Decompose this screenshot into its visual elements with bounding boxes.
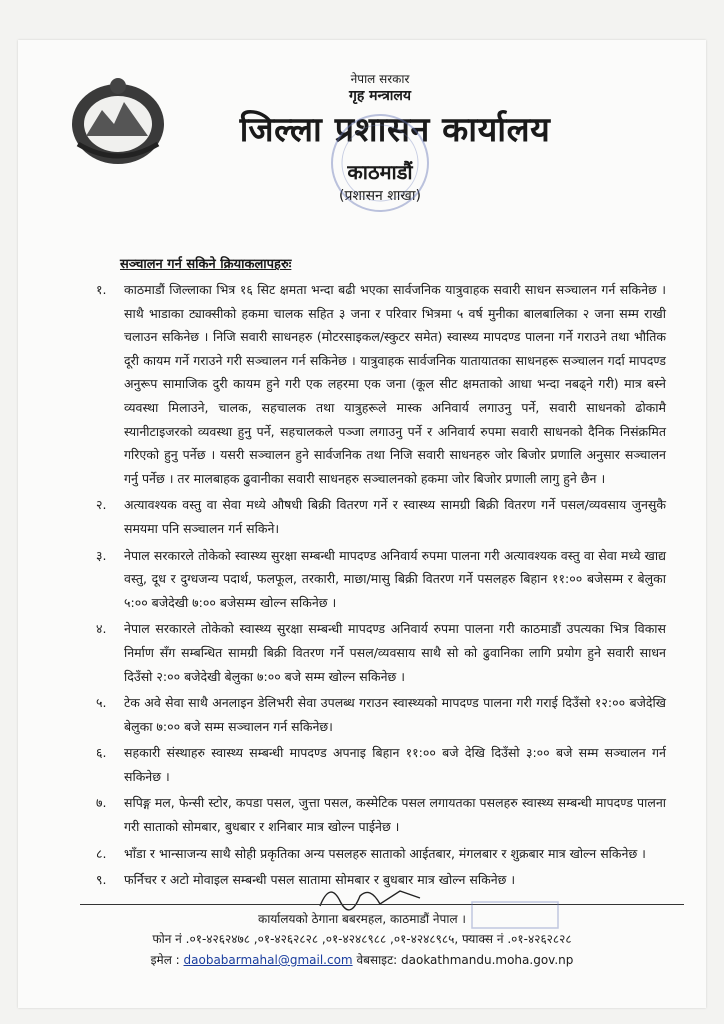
list-item <box>96 544 666 615</box>
footer-contact <box>0 951 724 968</box>
item-number: ७. <box>96 795 107 811</box>
list-item <box>96 493 666 540</box>
footer-divider <box>80 904 684 905</box>
item-text: टेक अवे सेवा साथै अनलाइन डेलिभरी सेवा उपलब्ध गराउन स्वास्थ्यको मापदण्ड पालना गरी गराई दिउँसो १२:०० बजेदेखि बेलुका ७:०० बजे सम्म सञ्चालन गर्न सकिनेछ। <box>124 695 666 734</box>
header-ministry: गृह मन्त्रालय <box>348 88 412 104</box>
email-label: इमेल : <box>150 953 180 967</box>
item-number: ९. <box>96 872 107 888</box>
list-item <box>96 791 666 838</box>
item-text: सपिङ्ग मल, फेन्सी स्टोर, कपडा पसल, जुत्ता पसल, कस्मेटिक पसल लगायतका पसलहरु स्वास्थ्य सम्बन्धी मापदण्ड पालना गरी साताको सोमबार, बुधबार र शनिबार मात्र खोल्न पाईनेछ । <box>124 795 666 835</box>
activity-list <box>96 278 666 895</box>
header-branch: (प्रशासन शाखा) <box>339 188 421 204</box>
website-label: वेबसाइट: <box>356 953 398 967</box>
item-text: काठमाडौं जिल्लाका भित्र १६ सिट क्षमता भन्दा बढी भएका सार्वजनिक यात्रुवाहक सवारी साधन सञ्चालन गर्न सकिनेछ । साथै भाडाका ट्याक्सीको हकमा चालक सहित ३ जना र परिवार भित्रमा ५ वर्ष मुनीका बालबालिका २ जना सम्म राखी चलाउन सकिनेछ । निजि सवारी साधनहरु (मोटरसाइकल/स्कुटर समेत) स्वास्थ्य मापदण्ड पालना गर्ने गराउने तथा भौतिक दूरी कायम गर्ने गराउने गरी सञ्चालन गर्न सकिनेछ । यात्रुवाहक सार्वजनिक यातायातका साधनहरू सञ्चालन गर्दा मापदण्ड अनुरूप सामाजिक दुरी कायम हुने गरी एक लहरमा एक जना (कूल सीट क्षमताको आधा भन्दा नबढ्ने गरी) मात्र बस्ने व्यवस्था मिलाउने, चालक, सहचालक तथा यात्रुहरूले मास्क अनिवार्य लगाउनु पर्ने, सवारी साधनको ढोकामै स्यानीटाइजरको व्यवस्था हुनु पर्ने, सहचालकले पञ्जा लगाउनु पर्ने र अनिवार्य रुपमा सवारी साधनको दैनिक निसंक्रमित गरिएको हुनु पर्नेछ । यसरी सञ्चालन हुने सार्वजनिक तथा निजि सवारी साधनहरु जोर बिजोर प्रणालि अनुसार सञ्चालन गर्नु पर्नेछ । तर मालबाहक ढुवानीका सवारी साधनहरु सञ्चालनको हकमा जोर बिजोर प्रणाली लागु हुने छैन । <box>124 282 666 486</box>
office-stamp-icon <box>325 108 435 218</box>
header-government: नेपाल सरकार <box>350 72 410 86</box>
item-number: १. <box>96 282 107 297</box>
section-title: सञ्चालन गर्न सकिने क्रियाकलापहरुः <box>120 257 292 272</box>
item-text: सहकारी संस्थाहरु स्वास्थ्य सम्बन्धी मापदण्ड अपनाइ बिहान ११:०० बजे देखि दिउँसो ३:०० बजे सम्म सञ्चालन गर्न सकिनेछ । <box>124 745 666 784</box>
item-number: ४. <box>96 621 107 637</box>
item-number: ८. <box>96 845 107 861</box>
item-text: नेपाल सरकारले तोकेको स्वास्थ्य सुरक्षा सम्बन्धी मापदण्ड अनिवार्य रुपमा पालना गरी काठमाडौं उपत्यका भित्र विकास निर्माण सँग सम्बन्धित सामग्री बिक्री वितरण गर्ने पसल/व्यवसाय साथै सो को ढुवानिका लागि प्रयोग हुने सवारी साधन दिउँसो २:०० बजेदेखी बेलुका ७:०० बजे सम्म खोल्न सकिनेछ । <box>124 621 666 684</box>
list-item <box>96 617 666 688</box>
footer-phones: फोन नं .०१-४२६२४७८ ,०१-४२६२८२८ ,०१-४२४८९८८ ,०१-४२४८९८५, फ्याक्स नं .०१-४२६२८२८ <box>152 932 572 946</box>
header-office-title: जिल्ला प्रशासन कार्यालय <box>239 110 551 150</box>
footer-stamp-icon <box>470 900 560 930</box>
item-text: अत्यावश्यक वस्तु वा सेवा मध्ये औषधी बिक्री वितरण गर्ने र स्वास्थ्य सामग्री बिक्री वितरण गर्ने पसल/व्यवसाय जुनसुकै समयमा पनि सञ्चालन गर्न सकिने। <box>124 497 666 536</box>
item-number: ५. <box>96 695 107 711</box>
item-number: ६. <box>96 745 107 761</box>
list-item <box>96 691 666 738</box>
website-text[interactable]: daokathmandu.moha.gov.np <box>401 953 574 967</box>
list-item <box>96 278 666 490</box>
footer-address: कार्यालयको ठेगाना बबरमहल, काठमाडौं नेपाल । <box>258 912 466 926</box>
item-number: ३. <box>96 547 107 563</box>
item-text: भाँडा र भान्साजन्य साथै सोही प्रकृतिका अन्य पसलहरु साताको आईतबार, मंगलबार र शुक्रबार मात्र खोल्न सकिनेछ । <box>124 845 646 861</box>
list-item <box>96 842 666 866</box>
list-item <box>96 741 666 788</box>
nepal-emblem-icon <box>62 72 174 168</box>
item-text: फर्निचर र अटो मोवाइल सम्बन्धी पसल सातामा सोमबार र बुधबार मात्र खोल्न सकिनेछ । <box>124 872 516 888</box>
email-link[interactable]: daobabarmahal@gmail.com <box>183 953 353 967</box>
header-city: काठमाडौं <box>347 160 413 184</box>
item-text: नेपाल सरकारले तोकेको स्वास्थ्य सुरक्षा सम्बन्धी मापदण्ड अनिवार्य रुपमा पालना गरी अत्यावश्यक वस्तु वा सेवा मध्ये खाद्य वस्तु, दूध र दुग्धजन्य पदार्थ, फलफूल, तरकारी, माछा/मासु बिक्री वितरण गर्ने पसलहरु बिहान ११:०० बजेसम्म र बेलुका ५:०० बजेदेखी ७:०० बजेसम्म खोल्न सकिनेछ । <box>124 547 666 610</box>
item-number: २. <box>96 497 107 513</box>
